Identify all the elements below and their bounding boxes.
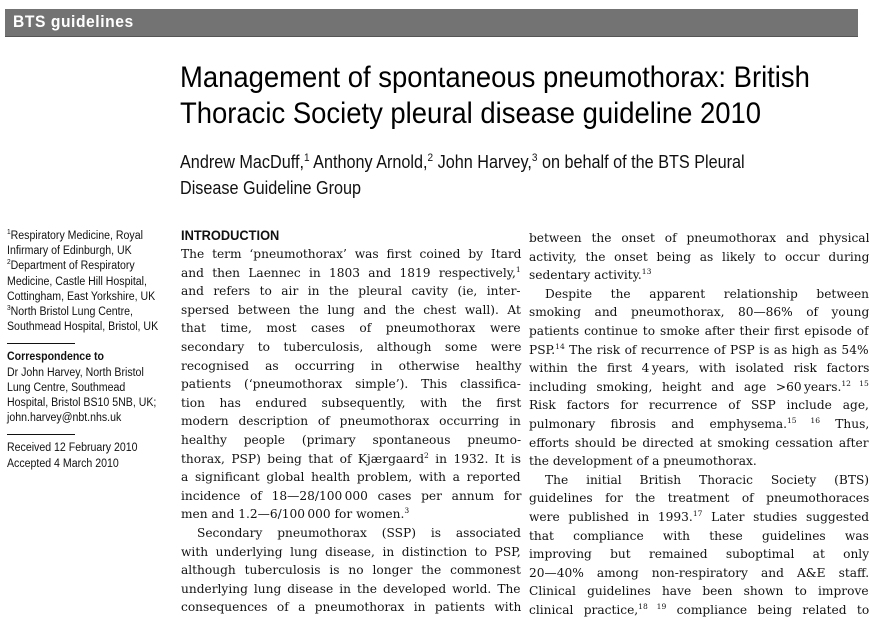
title-line-1: Management of spontaneous pneumothorax: British: [180, 61, 810, 94]
body-column-1: [181, 227, 521, 617]
text-line: clinical practice,$^{18 19}$ compliance being related to: [529, 601, 869, 617]
text-line: modern description of pneumothorax occurring in: [181, 414, 521, 429]
affiliation-line: Infirmary of Edinburgh, UK: [7, 245, 132, 258]
text-line: between the onset of pneumothorax and physical: [529, 231, 869, 245]
section-heading: INTRODUCTION: [181, 228, 280, 243]
author-affiliation-ref: 2: [427, 152, 434, 164]
affiliation-line: North Bristol Lung Centre,: [10, 306, 133, 319]
text-line: consequences of a pneumothorax in patients with: [181, 600, 522, 615]
affiliation-number: 3: [7, 304, 11, 313]
text-line: within the first 4 years, with isolated risk factors: [529, 361, 869, 376]
affiliation: [7, 305, 172, 335]
affiliation-line: Medicine, Castle Hill Hospital,: [7, 275, 147, 288]
affiliation-number: 2: [7, 258, 11, 267]
author-name: Andrew MacDuff,: [180, 152, 304, 172]
citation-ref: 13: [641, 267, 652, 277]
text-line: men and 1.2—6/100 000 for women.$^3$: [181, 506, 410, 522]
text-line: spersed between the lung and the chest wall). At: [181, 302, 521, 317]
citation-ref: 15 16: [786, 415, 820, 425]
author-name: John Harvey,: [433, 152, 532, 172]
citation-ref: 17: [692, 508, 703, 518]
sidebar-notes: [7, 229, 172, 472]
affiliation-number: 1: [7, 228, 11, 237]
text-line: activity, the onset being as likely to occur during: [529, 249, 869, 264]
text-line: underlying lung disease in the developed world. The: [181, 581, 521, 596]
citation-ref: 12 15: [841, 378, 869, 388]
citation-ref: 1: [515, 264, 521, 274]
text-line: the development of a pneumothorax.: [529, 454, 757, 469]
author-affiliation-ref: 3: [531, 152, 538, 164]
text-line: Secondary pneumothorax (SSP) is associated: [197, 525, 521, 540]
divider: [7, 343, 75, 344]
text-line: a significant global health problem, with a reported: [181, 470, 521, 485]
text-line: secondary to tuberculosis, although some were: [181, 339, 522, 354]
body-column-2: [529, 229, 869, 619]
section-banner: [5, 9, 858, 37]
text-line: The initial British Thoracic Society (BTS): [545, 472, 869, 487]
text-line: Despite the apparent relationship between: [545, 286, 869, 301]
affiliation-line: Cottingham, East Yorkshire, UK: [7, 290, 156, 303]
text-line: including smoking, height and age >60 years.$^{12 15}$: [529, 378, 869, 394]
text-line: that compliance with these guidelines was: [529, 528, 869, 543]
correspondence-line: Lung Centre, Southmead: [7, 381, 126, 394]
text-line: guidelines for the treatment of pneumothoraces: [529, 491, 869, 506]
text-line: 20—40% among non-respiratory and A&E staff.: [529, 565, 869, 580]
banner-label: BTS guidelines: [13, 12, 134, 31]
text-line: recognised as occurring in otherwise healthy: [181, 358, 522, 373]
text-line: patients continue to smoke after their first episode of: [529, 323, 869, 338]
text-line: patients (‘pneumothorax simple’). This classifica-: [181, 377, 521, 392]
text-line: thorax, PSP) being that of Kjærgaard$^2$ in 1932. It is: [181, 450, 522, 466]
text-line: although tuberculosis is no longer the commonest: [181, 563, 521, 578]
text-line: were published in 1993.17 Later studies suggested: [529, 508, 869, 524]
text-line: tion has endured subsequently, with the first: [181, 395, 522, 410]
text-line: efforts should be directed at smoking cessation after: [529, 435, 869, 450]
affiliation-line: Respiratory Medicine, Royal: [10, 230, 143, 242]
text-line: healthy people (primary spontaneous pneumo-: [181, 432, 522, 447]
text-line: and refers to air in the pleural cavity (ie, inter-: [181, 284, 521, 299]
text-line: sedentary activity.$^{13}$: [529, 267, 652, 283]
received-date: Received 12 February 2010: [7, 442, 138, 455]
citation-ref: 2: [424, 450, 429, 460]
text-line: Risk factors for recurrence of SSP include age,: [529, 398, 869, 413]
text-line: incidence of 18—28/100 000 cases per annum for: [181, 488, 522, 503]
affiliation: [7, 229, 172, 259]
author-affiliation-ref: 1: [303, 152, 310, 164]
text-line: pulmonary fibrosis and emphysema.$^{15 16}$ Thus,: [529, 415, 869, 431]
text-line: The term ‘pneumothorax’ was first coined by Itard: [181, 247, 522, 261]
authors-tail: on behalf of the BTS Pleural: [537, 152, 745, 172]
divider: [7, 434, 75, 435]
title-line-2: Thoracic Society pleural disease guideline 2010: [180, 97, 762, 130]
accepted-date: Accepted 4 March 2010: [7, 457, 119, 470]
citation-ref: 14: [555, 341, 565, 351]
text-line: Clinical guidelines have been shown to improve: [529, 584, 869, 599]
author-name: Anthony Arnold,: [309, 152, 428, 172]
correspondence-heading: Correspondence to: [7, 351, 105, 364]
correspondence-line: Dr John Harvey, North Bristol: [7, 366, 144, 379]
text-line: smoking and pneumothorax, 80—86% of young: [529, 305, 869, 320]
citation-ref: 18 19: [638, 601, 667, 611]
text-line: that time, most cases of pneumothorax were: [181, 321, 521, 336]
author-list: [180, 149, 810, 201]
text-line: PSP.$^{14}$ The risk of recurrence of PSP is as high as 54%: [529, 341, 869, 357]
citation-ref: 3: [404, 506, 410, 516]
affiliation-line: Southmead Hospital, Bristol, UK: [7, 321, 159, 334]
article-title: [180, 60, 812, 132]
text-line: with underlying lung disease, in distinction to PSP,: [181, 544, 521, 559]
affiliation: [7, 259, 172, 305]
authors-line-2: Disease Guideline Group: [180, 178, 362, 198]
correspondence-line: Hospital, Bristol BS10 5NB, UK;: [7, 397, 157, 410]
text-line: and then Laennec in 1803 and 1819 respectively,$^1$: [181, 264, 521, 280]
text-line: improving but remained suboptimal at only: [529, 547, 869, 562]
correspondence-email[interactable]: john.harvey@nbt.nhs.uk: [7, 412, 122, 425]
affiliation-line: Department of Respiratory: [10, 260, 135, 273]
